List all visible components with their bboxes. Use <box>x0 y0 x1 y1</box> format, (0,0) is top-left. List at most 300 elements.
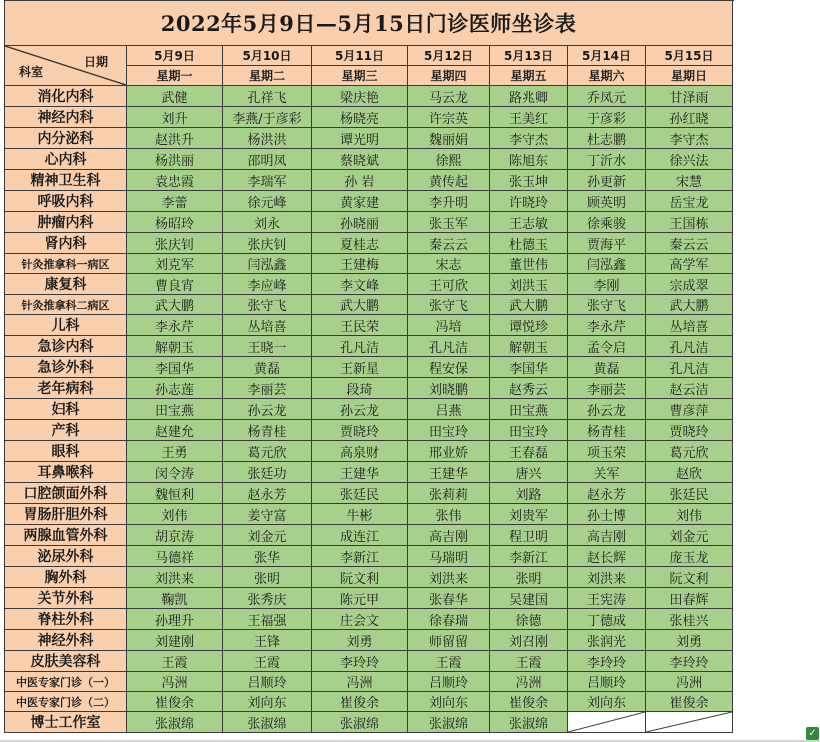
doctor-cell: 曹良宵 <box>127 274 223 295</box>
doctor-cell: 鞠凯 <box>127 588 223 609</box>
doctor-cell: 段琦 <box>312 378 408 399</box>
doctor-cell: 赵建允 <box>127 420 223 441</box>
department-cell: 神经外科 <box>5 630 127 651</box>
table-row <box>5 567 733 588</box>
doctor-cell: 杨洪丽 <box>127 149 223 170</box>
doctor-cell: 王民荣 <box>312 315 408 336</box>
table-row <box>5 483 733 504</box>
doctor-cell: 冯培 <box>408 315 490 336</box>
doctor-cell: 胡京涛 <box>127 525 223 546</box>
empty-cell <box>646 712 733 733</box>
doctor-cell: 李文峰 <box>312 274 408 295</box>
doctor-cell: 谭悦珍 <box>490 315 568 336</box>
doctor-cell: 张庆钊 <box>223 233 312 254</box>
doctor-cell: 邢业娇 <box>408 441 490 462</box>
doctor-cell: 刘洪来 <box>408 567 490 588</box>
table-row <box>5 128 733 149</box>
dept-column-label: 科室 <box>19 65 44 79</box>
doctor-cell: 贾晓玲 <box>646 420 733 441</box>
doctor-cell: 徐乘骏 <box>568 212 646 233</box>
doctor-cell: 张守飞 <box>223 295 312 315</box>
doctor-cell: 李玲玲 <box>568 651 646 672</box>
doctor-cell: 刘路 <box>490 483 568 504</box>
doctor-cell: 李瑞军 <box>223 170 312 191</box>
department-cell: 儿科 <box>5 315 127 336</box>
doctor-cell: 张伟 <box>408 504 490 525</box>
doctor-cell: 张玉坤 <box>490 170 568 191</box>
doctor-cell: 李永芹 <box>568 315 646 336</box>
doctor-cell: 王春磊 <box>490 441 568 462</box>
doctor-cell: 刘洪玉 <box>490 274 568 295</box>
doctor-cell: 武健 <box>127 86 223 107</box>
doctor-cell: 庄会文 <box>312 609 408 630</box>
department-cell: 老年病科 <box>5 378 127 399</box>
doctor-cell: 刘伟 <box>646 504 733 525</box>
doctor-cell: 张淑绵 <box>408 712 490 733</box>
doctor-cell: 武大鹏 <box>490 295 568 315</box>
doctor-cell: 吴建国 <box>490 588 568 609</box>
doctor-cell: 岳宝龙 <box>646 191 733 212</box>
doctor-cell: 乔凤元 <box>568 86 646 107</box>
doctor-cell: 崔俊余 <box>490 692 568 712</box>
doctor-cell: 王新星 <box>312 357 408 378</box>
doctor-cell: 孟令启 <box>568 336 646 357</box>
doctor-cell: 刘向东 <box>223 692 312 712</box>
doctor-cell: 田宝玲 <box>408 420 490 441</box>
doctor-cell: 高吉刚 <box>408 525 490 546</box>
doctor-cell: 刘向东 <box>408 692 490 712</box>
doctor-cell: 赵欣 <box>646 462 733 483</box>
table-row <box>5 170 733 191</box>
weekday-header-5: 星期六 <box>568 66 646 86</box>
doctor-cell: 刘勇 <box>312 630 408 651</box>
date-header-2: 5月11日 <box>312 46 408 66</box>
weekday-header-0: 星期一 <box>127 66 223 86</box>
department-cell: 针灸推拿科一病区 <box>5 254 127 274</box>
doctor-cell: 孔祥飞 <box>223 86 312 107</box>
doctor-cell: 刘永 <box>223 212 312 233</box>
doctor-cell: 梁庆艳 <box>312 86 408 107</box>
weekday-header-3: 星期四 <box>408 66 490 86</box>
doctor-cell: 孙理升 <box>127 609 223 630</box>
doctor-cell: 陈旭东 <box>490 149 568 170</box>
department-cell: 心内科 <box>5 149 127 170</box>
doctor-cell: 师留留 <box>408 630 490 651</box>
doctor-cell: 丛培喜 <box>223 315 312 336</box>
department-cell: 针灸推拿科二病区 <box>5 295 127 315</box>
doctor-cell: 张廷民 <box>312 483 408 504</box>
doctor-cell: 阮文利 <box>312 567 408 588</box>
doctor-cell: 李国华 <box>490 357 568 378</box>
doctor-cell: 葛元欣 <box>223 441 312 462</box>
doctor-cell: 王志敏 <box>490 212 568 233</box>
doctor-cell: 孙 岩 <box>312 170 408 191</box>
date-header-5: 5月14日 <box>568 46 646 66</box>
department-cell: 中医专家门诊（二） <box>5 692 127 712</box>
doctor-cell: 邵明凤 <box>223 149 312 170</box>
doctor-cell: 李玲玲 <box>646 651 733 672</box>
doctor-cell: 孙云龙 <box>312 399 408 420</box>
table-row <box>5 191 733 212</box>
doctor-cell: 王霞 <box>223 651 312 672</box>
table-row <box>5 525 733 546</box>
doctor-cell: 唐兴 <box>490 462 568 483</box>
doctor-cell: 王宪涛 <box>568 588 646 609</box>
doctor-cell: 赵秀云 <box>490 378 568 399</box>
doctor-cell: 闵令涛 <box>127 462 223 483</box>
table-row <box>5 462 733 483</box>
doctor-cell: 刘升 <box>127 107 223 128</box>
empty-cell <box>568 712 646 733</box>
doctor-cell: 丁沂水 <box>568 149 646 170</box>
doctor-cell: 解朝玉 <box>127 336 223 357</box>
department-cell: 博士工作室 <box>5 712 127 733</box>
doctor-cell: 秦云云 <box>646 233 733 254</box>
doctor-cell: 刘金元 <box>223 525 312 546</box>
doctor-cell: 刘洪来 <box>127 567 223 588</box>
doctor-cell: 高吉刚 <box>568 525 646 546</box>
table-title: 2022年5月9日—5月15日门诊医师坐诊表 <box>5 1 733 46</box>
doctor-cell: 陈元甲 <box>312 588 408 609</box>
doctor-cell: 曹彦萍 <box>646 399 733 420</box>
doctor-cell: 李丽芸 <box>223 378 312 399</box>
doctor-cell: 杨青桂 <box>223 420 312 441</box>
doctor-cell: 王福强 <box>223 609 312 630</box>
doctor-cell: 李升明 <box>408 191 490 212</box>
doctor-cell: 丁德成 <box>568 609 646 630</box>
doctor-cell: 赵永芳 <box>223 483 312 504</box>
doctor-cell: 黄家建 <box>312 191 408 212</box>
doctor-cell: 李玲玲 <box>312 651 408 672</box>
doctor-cell: 冯洲 <box>490 672 568 692</box>
corner-header <box>5 46 127 86</box>
department-cell: 消化内科 <box>5 86 127 107</box>
doctor-cell: 刘勇 <box>646 630 733 651</box>
doctor-cell: 崔俊余 <box>127 692 223 712</box>
doctor-cell: 张淑绵 <box>223 712 312 733</box>
doctor-cell: 王建华 <box>408 462 490 483</box>
doctor-cell: 蔡晓斌 <box>312 149 408 170</box>
doctor-cell: 孔凡洁 <box>646 357 733 378</box>
doctor-cell: 闫泓鑫 <box>223 254 312 274</box>
doctor-cell: 孙志莲 <box>127 378 223 399</box>
doctor-cell: 张淑绵 <box>312 712 408 733</box>
department-cell: 急诊外科 <box>5 357 127 378</box>
doctor-cell: 赵永芳 <box>568 483 646 504</box>
doctor-cell: 崔俊余 <box>646 692 733 712</box>
doctor-cell: 张淑绵 <box>127 712 223 733</box>
doctor-cell: 贾海平 <box>568 233 646 254</box>
doctor-cell: 刘贵军 <box>490 504 568 525</box>
date-header-3: 5月12日 <box>408 46 490 66</box>
doctor-cell: 武大鹏 <box>312 295 408 315</box>
doctor-cell: 张润光 <box>568 630 646 651</box>
department-cell: 口腔颌面外科 <box>5 483 127 504</box>
table-row <box>5 712 733 733</box>
doctor-cell: 路兆卿 <box>490 86 568 107</box>
doctor-cell: 冯洲 <box>646 672 733 692</box>
table-row <box>5 399 733 420</box>
doctor-cell: 宗成翠 <box>646 274 733 295</box>
doctor-cell: 项玉荣 <box>568 441 646 462</box>
doctor-cell: 李守杰 <box>490 128 568 149</box>
doctor-cell: 李蕾 <box>127 191 223 212</box>
doctor-cell: 田宝燕 <box>127 399 223 420</box>
date-column-label: 日期 <box>83 55 108 69</box>
doctor-cell: 王可欣 <box>408 274 490 295</box>
doctor-cell: 张桂兴 <box>646 609 733 630</box>
doctor-cell: 张华 <box>223 546 312 567</box>
doctor-cell: 刘金元 <box>646 525 733 546</box>
doctor-cell: 王锋 <box>223 630 312 651</box>
doctor-cell: 成连江 <box>312 525 408 546</box>
doctor-cell: 董世伟 <box>490 254 568 274</box>
doctor-cell: 刘向东 <box>568 692 646 712</box>
doctor-cell: 袁忠霞 <box>127 170 223 191</box>
date-header-1: 5月10日 <box>223 46 312 66</box>
doctor-cell: 张守飞 <box>568 295 646 315</box>
doctor-cell: 张廷功 <box>223 462 312 483</box>
doctor-cell: 张玉军 <box>408 212 490 233</box>
department-cell: 泌尿外科 <box>5 546 127 567</box>
table-row <box>5 315 733 336</box>
doctor-cell: 孙云龙 <box>568 399 646 420</box>
doctor-cell: 孔凡洁 <box>646 336 733 357</box>
doctor-cell: 谭光明 <box>312 128 408 149</box>
doctor-cell: 高泉财 <box>312 441 408 462</box>
doctor-cell: 吕顺玲 <box>223 672 312 692</box>
doctor-cell: 徐德 <box>490 609 568 630</box>
doctor-cell: 张淑绵 <box>490 712 568 733</box>
doctor-cell: 杜志鹏 <box>568 128 646 149</box>
doctor-cell: 徐熙 <box>408 149 490 170</box>
department-cell: 耳鼻喉科 <box>5 462 127 483</box>
doctor-cell: 李新江 <box>490 546 568 567</box>
weekday-header-4: 星期五 <box>490 66 568 86</box>
doctor-cell: 杨洪洪 <box>223 128 312 149</box>
doctor-cell: 杨青桂 <box>568 420 646 441</box>
doctor-cell: 庞玉龙 <box>646 546 733 567</box>
title-row <box>5 1 733 46</box>
doctor-cell: 张明 <box>490 567 568 588</box>
doctor-cell: 许宗英 <box>408 107 490 128</box>
doctor-cell: 刘建刚 <box>127 630 223 651</box>
department-cell: 急诊内科 <box>5 336 127 357</box>
doctor-cell: 李刚 <box>568 274 646 295</box>
doctor-cell: 武大鹏 <box>127 295 223 315</box>
doctor-cell: 张廷民 <box>646 483 733 504</box>
table-row <box>5 233 733 254</box>
weekday-header-6: 星期日 <box>646 66 733 86</box>
doctor-cell: 李守杰 <box>646 128 733 149</box>
doctor-cell: 牛彬 <box>312 504 408 525</box>
department-cell: 康复科 <box>5 274 127 295</box>
doctor-cell: 秦云云 <box>408 233 490 254</box>
doctor-cell: 孙晓丽 <box>312 212 408 233</box>
doctor-cell: 顾英明 <box>568 191 646 212</box>
doctor-cell: 程卫明 <box>490 525 568 546</box>
table-row <box>5 609 733 630</box>
doctor-cell: 王霞 <box>127 651 223 672</box>
doctor-cell: 黄磊 <box>568 357 646 378</box>
doctor-cell: 李国华 <box>127 357 223 378</box>
weekday-header-1: 星期二 <box>223 66 312 86</box>
doctor-cell: 赵洪升 <box>127 128 223 149</box>
doctor-cell: 李永芹 <box>127 315 223 336</box>
table-row <box>5 212 733 233</box>
department-cell: 胸外科 <box>5 567 127 588</box>
doctor-cell: 赵长辉 <box>568 546 646 567</box>
doctor-cell: 田春辉 <box>646 588 733 609</box>
department-cell: 妇科 <box>5 399 127 420</box>
doctor-cell: 刘伟 <box>127 504 223 525</box>
doctor-cell: 冯洲 <box>127 672 223 692</box>
doctor-cell: 刘洪来 <box>568 567 646 588</box>
doctor-cell: 孙云龙 <box>223 399 312 420</box>
doctor-cell: 高学军 <box>646 254 733 274</box>
doctor-cell: 刘克军 <box>127 254 223 274</box>
doctor-cell: 赵云洁 <box>646 378 733 399</box>
department-cell: 产科 <box>5 420 127 441</box>
doctor-cell: 贾晓玲 <box>312 420 408 441</box>
doctor-cell: 马云龙 <box>408 86 490 107</box>
doctor-cell: 黄磊 <box>223 357 312 378</box>
table-row <box>5 149 733 170</box>
doctor-cell: 徐元峰 <box>223 191 312 212</box>
doctor-cell: 王霞 <box>490 651 568 672</box>
department-cell: 内分泌科 <box>5 128 127 149</box>
department-cell: 胃肠肝胆外科 <box>5 504 127 525</box>
doctor-cell: 孙更新 <box>568 170 646 191</box>
department-cell: 两腺血管外科 <box>5 525 127 546</box>
table-row <box>5 672 733 692</box>
table-row <box>5 651 733 672</box>
doctor-cell: 刘晓鹏 <box>408 378 490 399</box>
doctor-cell: 魏丽娟 <box>408 128 490 149</box>
table-row <box>5 357 733 378</box>
doctor-cell: 李丽芸 <box>568 378 646 399</box>
department-cell: 皮肤美容科 <box>5 651 127 672</box>
doctor-cell: 宋志 <box>408 254 490 274</box>
department-cell: 眼科 <box>5 441 127 462</box>
doctor-cell: 田宝玲 <box>490 420 568 441</box>
doctor-cell: 马瑞明 <box>408 546 490 567</box>
doctor-cell: 阮文利 <box>646 567 733 588</box>
doctor-cell: 杨晓亮 <box>312 107 408 128</box>
doctor-cell: 关军 <box>568 462 646 483</box>
doctor-cell: 王建华 <box>312 462 408 483</box>
doctor-cell: 李燕/于彦彩 <box>223 107 312 128</box>
doctor-cell: 王勇 <box>127 441 223 462</box>
doctor-cell: 解朝玉 <box>490 336 568 357</box>
doctor-cell: 张守飞 <box>408 295 490 315</box>
doctor-cell: 马德祥 <box>127 546 223 567</box>
department-cell: 关节外科 <box>5 588 127 609</box>
doctor-cell: 宋慧 <box>646 170 733 191</box>
table-row <box>5 107 733 128</box>
table-row <box>5 254 733 274</box>
table-row <box>5 378 733 399</box>
doctor-cell: 刘召刚 <box>490 630 568 651</box>
doctor-cell: 甘泽雨 <box>646 86 733 107</box>
doctor-cell: 杜德玉 <box>490 233 568 254</box>
doctor-cell: 武大鹏 <box>646 295 733 315</box>
doctor-cell: 许晓玲 <box>490 191 568 212</box>
department-cell: 呼吸内科 <box>5 191 127 212</box>
doctor-cell: 杨昭玲 <box>127 212 223 233</box>
table-row <box>5 504 733 525</box>
doctor-cell: 夏桂志 <box>312 233 408 254</box>
department-cell: 肿瘤内科 <box>5 212 127 233</box>
table-row <box>5 295 733 315</box>
doctor-cell: 于彦彩 <box>568 107 646 128</box>
department-cell: 脊柱外科 <box>5 609 127 630</box>
doctor-cell: 张明 <box>223 567 312 588</box>
doctor-cell: 葛元欣 <box>646 441 733 462</box>
doctor-cell: 黄传起 <box>408 170 490 191</box>
department-cell: 中医专家门诊（一） <box>5 672 127 692</box>
doctor-cell: 张秀庆 <box>223 588 312 609</box>
table-row <box>5 630 733 651</box>
check-icon[interactable]: ✓ <box>806 727 819 740</box>
doctor-cell: 丛培喜 <box>646 315 733 336</box>
weekday-header-2: 星期三 <box>312 66 408 86</box>
doctor-cell: 王美红 <box>490 107 568 128</box>
table-row <box>5 420 733 441</box>
table-row <box>5 336 733 357</box>
doctor-cell: 王晓一 <box>223 336 312 357</box>
department-cell: 肾内科 <box>5 233 127 254</box>
doctor-cell: 吕燕 <box>408 399 490 420</box>
date-header-0: 5月9日 <box>127 46 223 66</box>
doctor-cell: 孔凡洁 <box>408 336 490 357</box>
schedule-table <box>4 0 733 733</box>
table-row <box>5 86 733 107</box>
table-row <box>5 441 733 462</box>
doctor-cell: 程安保 <box>408 357 490 378</box>
doctor-cell: 孙红晓 <box>646 107 733 128</box>
doctor-cell: 张春华 <box>408 588 490 609</box>
doctor-cell: 魏恒利 <box>127 483 223 504</box>
table-row <box>5 588 733 609</box>
date-header-6: 5月15日 <box>646 46 733 66</box>
doctor-cell: 李新江 <box>312 546 408 567</box>
table-row <box>5 274 733 295</box>
table-row <box>5 546 733 567</box>
table-row <box>5 692 733 712</box>
doctor-cell: 闫泓鑫 <box>568 254 646 274</box>
doctor-cell: 崔俊余 <box>312 692 408 712</box>
doctor-cell: 孙士博 <box>568 504 646 525</box>
doctor-cell: 吕顺玲 <box>568 672 646 692</box>
doctor-cell: 孔凡洁 <box>312 336 408 357</box>
doctor-cell: 徐春瑞 <box>408 609 490 630</box>
doctor-cell: 吕顺玲 <box>408 672 490 692</box>
department-cell: 精神卫生科 <box>5 170 127 191</box>
date-header-row <box>5 46 733 66</box>
doctor-cell: 李应峰 <box>223 274 312 295</box>
doctor-cell: 徐兴法 <box>646 149 733 170</box>
doctor-cell: 张庆钊 <box>127 233 223 254</box>
doctor-cell: 王霞 <box>408 651 490 672</box>
department-cell: 神经内科 <box>5 107 127 128</box>
doctor-cell: 冯洲 <box>312 672 408 692</box>
doctor-cell: 姜守富 <box>223 504 312 525</box>
date-header-4: 5月13日 <box>490 46 568 66</box>
doctor-cell: 王建梅 <box>312 254 408 274</box>
doctor-cell: 王国栋 <box>646 212 733 233</box>
doctor-cell: 张莉莉 <box>408 483 490 504</box>
